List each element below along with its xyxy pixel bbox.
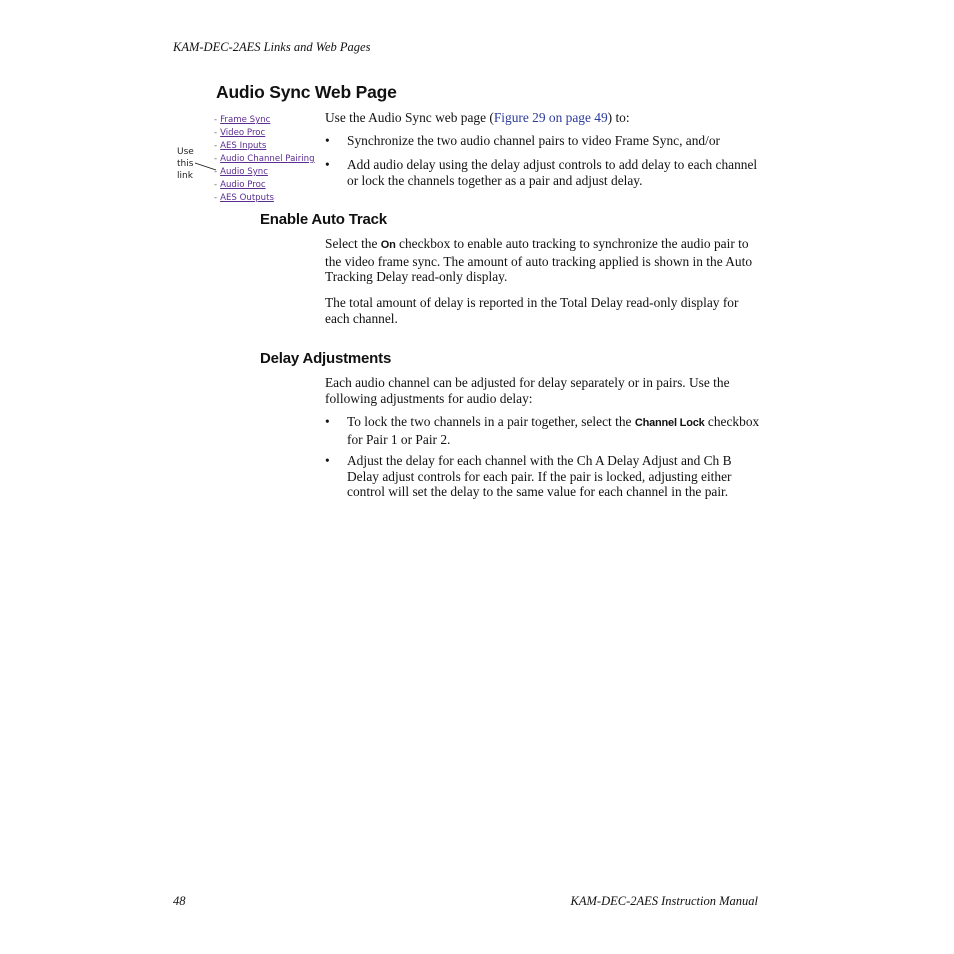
bullet-marker: • xyxy=(325,157,330,172)
nav-dash: - xyxy=(214,115,218,125)
delay-bullet-1 xyxy=(325,414,765,447)
bullet-text xyxy=(347,414,765,447)
manual-title: KAM-DEC-2AES Instruction Manual xyxy=(570,894,758,908)
intro-bullet-1 xyxy=(325,133,765,149)
enable-auto-track-heading: Enable Auto Track xyxy=(260,211,387,228)
nav-dash: - xyxy=(214,141,218,151)
bullet1-suffix: checkbox for Pair 1 or Pair 2. xyxy=(347,414,760,447)
callout-line-2: this xyxy=(177,159,194,169)
nav-link-label[interactable]: Audio Sync xyxy=(220,167,268,177)
intro-bullet-2 xyxy=(325,157,765,188)
bullet-marker: • xyxy=(325,133,330,148)
nav-item-aes-outputs[interactable] xyxy=(214,192,315,205)
section-title: Audio Sync Web Page xyxy=(216,82,397,102)
delay-bullet-2 xyxy=(325,453,765,500)
nav-link-label[interactable]: AES Outputs xyxy=(220,193,274,203)
bullet1-prefix: To lock the two channels in a pair together, select the xyxy=(347,414,635,429)
auto-track-paragraph-1 xyxy=(325,236,765,285)
bullet-text: Adjust the delay for each channel with the Ch A Delay Adjust and Ch B Delay adjust controls for each pair. If the pair is locked, adjusting either control will set the delay to the same value for each channel in the pair. xyxy=(347,453,732,500)
on-checkbox-term: On xyxy=(380,239,396,251)
nav-link-label[interactable]: Audio Proc xyxy=(220,180,266,190)
bullet-text: Synchronize the two audio channel pairs to video Frame Sync, and/or xyxy=(347,133,720,148)
nav-link-label[interactable]: Audio Channel Pairing xyxy=(220,154,315,164)
callout-line-3: link xyxy=(177,171,193,181)
nav-dash: - xyxy=(214,128,218,138)
nav-item-video-proc[interactable] xyxy=(214,127,315,140)
nav-link-list xyxy=(214,114,315,205)
nav-item-audio-proc[interactable] xyxy=(214,179,315,192)
delay-intro-paragraph: Each audio channel can be adjusted for delay separately or in pairs. Use the following adjustments for audio delay: xyxy=(325,375,730,406)
p1-suffix: checkbox to enable auto tracking to synchronize the audio pair to the video frame sync. The amount of auto tracking applied is shown in the Auto Tracking Delay read-only display. xyxy=(325,236,753,285)
nav-link-label[interactable]: Frame Sync xyxy=(220,115,271,125)
callout-leader-line xyxy=(190,160,220,176)
nav-dash: - xyxy=(214,180,218,190)
nav-item-frame-sync[interactable] xyxy=(214,114,315,127)
nav-dash: - xyxy=(214,154,218,164)
bullet-text: Add audio delay using the delay adjust controls to add delay to each channel or lock the channels together as a pair and adjust delay. xyxy=(347,157,758,188)
bullet-marker: • xyxy=(325,414,330,429)
nav-item-audio-sync[interactable] xyxy=(214,166,315,179)
p1-prefix: Select the xyxy=(325,236,381,251)
intro-prefix: Use the Audio Sync web page ( xyxy=(325,110,494,125)
bullet-marker: • xyxy=(325,453,330,468)
nav-item-aes-inputs[interactable] xyxy=(214,140,315,153)
nav-dash: - xyxy=(214,193,218,203)
nav-link-label[interactable]: AES Inputs xyxy=(220,141,267,151)
nav-dash: - xyxy=(214,167,218,177)
running-head: KAM-DEC-2AES Links and Web Pages xyxy=(173,40,371,54)
page-number: 48 xyxy=(173,894,186,908)
intro-paragraph xyxy=(325,110,765,126)
channel-lock-term: Channel Lock xyxy=(634,417,705,429)
nav-link-label[interactable]: Video Proc xyxy=(220,128,266,138)
delay-adjustments-heading: Delay Adjustments xyxy=(260,350,392,367)
intro-suffix: ) to: xyxy=(607,110,630,125)
figure-link[interactable]: Figure 29 on page 49 xyxy=(493,110,608,125)
auto-track-paragraph-2: The total amount of delay is reported in the Total Delay read-only display for each channel. xyxy=(325,295,739,326)
nav-item-audio-channel-pairing[interactable] xyxy=(214,153,315,166)
callout-line-1: Use xyxy=(177,147,194,157)
